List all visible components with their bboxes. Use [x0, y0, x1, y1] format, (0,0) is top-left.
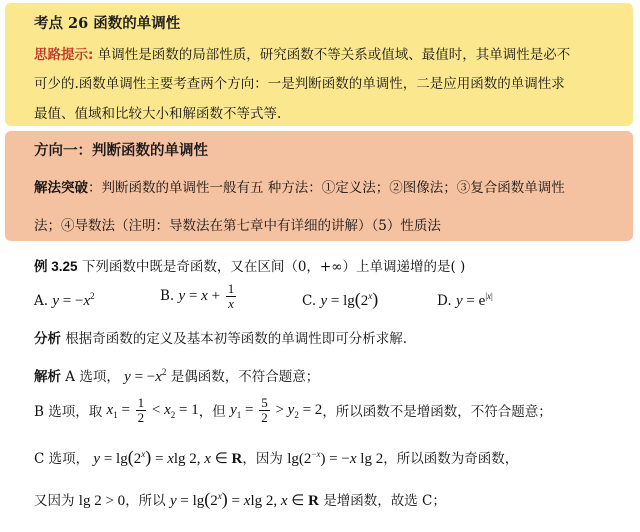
solution-c-line: C 选项， $y = \lg(2^x) = xlg$ 2, x ∈ R，因为 $\lg(2^{-x}) = -x$ lg 2，所以函数为奇函数，	[34, 447, 519, 467]
topic-title: 考点 26 函数的单调性	[34, 15, 181, 32]
option-d: D. $y = e^{|x|}$	[437, 291, 493, 309]
method-line-2: 法；④导数法（注明：导数法在第七章中有详细的讲解）（5）性质法	[34, 218, 441, 234]
solution-b-line: B 选项，取 $x_1$ = $\frac{1}{2}$ < $x_2 = 1$，但 $y_1$ = $\frac{5}{2}$ > $y_2 = 2$，所以函数不是增函数，不符合题意；	[34, 395, 552, 425]
solution-c2-line: 又因为 lg 2 > 0，所以 $y = \lg(2^x) = xlg$ 2, x ∈ R 是增函数，故选 C；	[34, 489, 446, 509]
option-d-formula: $y = e^{|x|}$	[455, 291, 493, 309]
option-a-formula: $y = -x^2$	[52, 291, 95, 309]
solution-a-formula: $y = -x^2$	[124, 367, 167, 385]
analysis-line	[34, 327, 407, 347]
solution-b-formula-2: $y_1$ = $\frac{5}{2}$ > $y_2 = 2$	[230, 395, 323, 425]
option-a: A. $y = -x^2$	[34, 291, 95, 309]
example-question-text: 下列函数中既是奇函数，又在区间（0，+∞）上单调递增的是( )	[77, 259, 466, 275]
option-c-formula: $y = \lg(2^x)$	[320, 289, 379, 309]
hint-text-1: 单调性是函数的局部性质，研究函数不等关系或值域、最值时，其单调性是必不	[93, 47, 571, 63]
solution-a-line: 解析 A 选项， $y = -x^2$ 是偶函数，不符合题意；	[34, 367, 320, 385]
hint-line-1	[34, 43, 570, 63]
option-c: C. $y = \lg(2^x)$	[302, 289, 379, 309]
hint-line-2: 可少的.函数单调性主要考查两个方向：一是判断函数的单调性，二是应用函数的单调性求	[34, 76, 565, 92]
solution-c-formula-2: $\lg(2^{-x}) = -x$ lg 2	[287, 449, 384, 467]
example-question	[34, 255, 465, 275]
option-b-formula: y = x + $\frac{1}{x}$	[178, 281, 235, 311]
hint-label: 思路提示:	[34, 47, 94, 63]
option-b: B. y = x + $\frac{1}{x}$	[160, 282, 238, 310]
solution-c2-formula-1: lg 2 > 0	[78, 493, 126, 509]
solution-b-formula-1: $x_1$ = $\frac{1}{2}$ < $x_2 = 1$	[106, 395, 199, 425]
example-label: 例 3.25	[34, 259, 78, 274]
analysis-text: 根据奇函数的定义及基本初等函数的单调性即可分析求解.	[61, 331, 408, 347]
method-label: 解法突破	[34, 180, 88, 196]
method-text-1: ：判断函数的单调性一般有五 种方法：①定义法；②图像法；③复合函数单调性	[88, 180, 565, 196]
method-line-1	[34, 176, 565, 196]
solution-c-formula-1: $y = \lg(2^x) = xlg$ 2, x ∈ R	[93, 447, 243, 467]
solution-c2-formula-2: $y = \lg(2^x) = xlg$ 2, x ∈ R	[169, 489, 319, 509]
direction-title: 方向一：判断函数的单调性	[34, 142, 208, 159]
analysis-label: 分析	[34, 331, 61, 347]
hint-line-3: 最值、值域和比较大小和解函数不等式等.	[34, 106, 282, 122]
solution-label: 解析	[34, 369, 61, 385]
